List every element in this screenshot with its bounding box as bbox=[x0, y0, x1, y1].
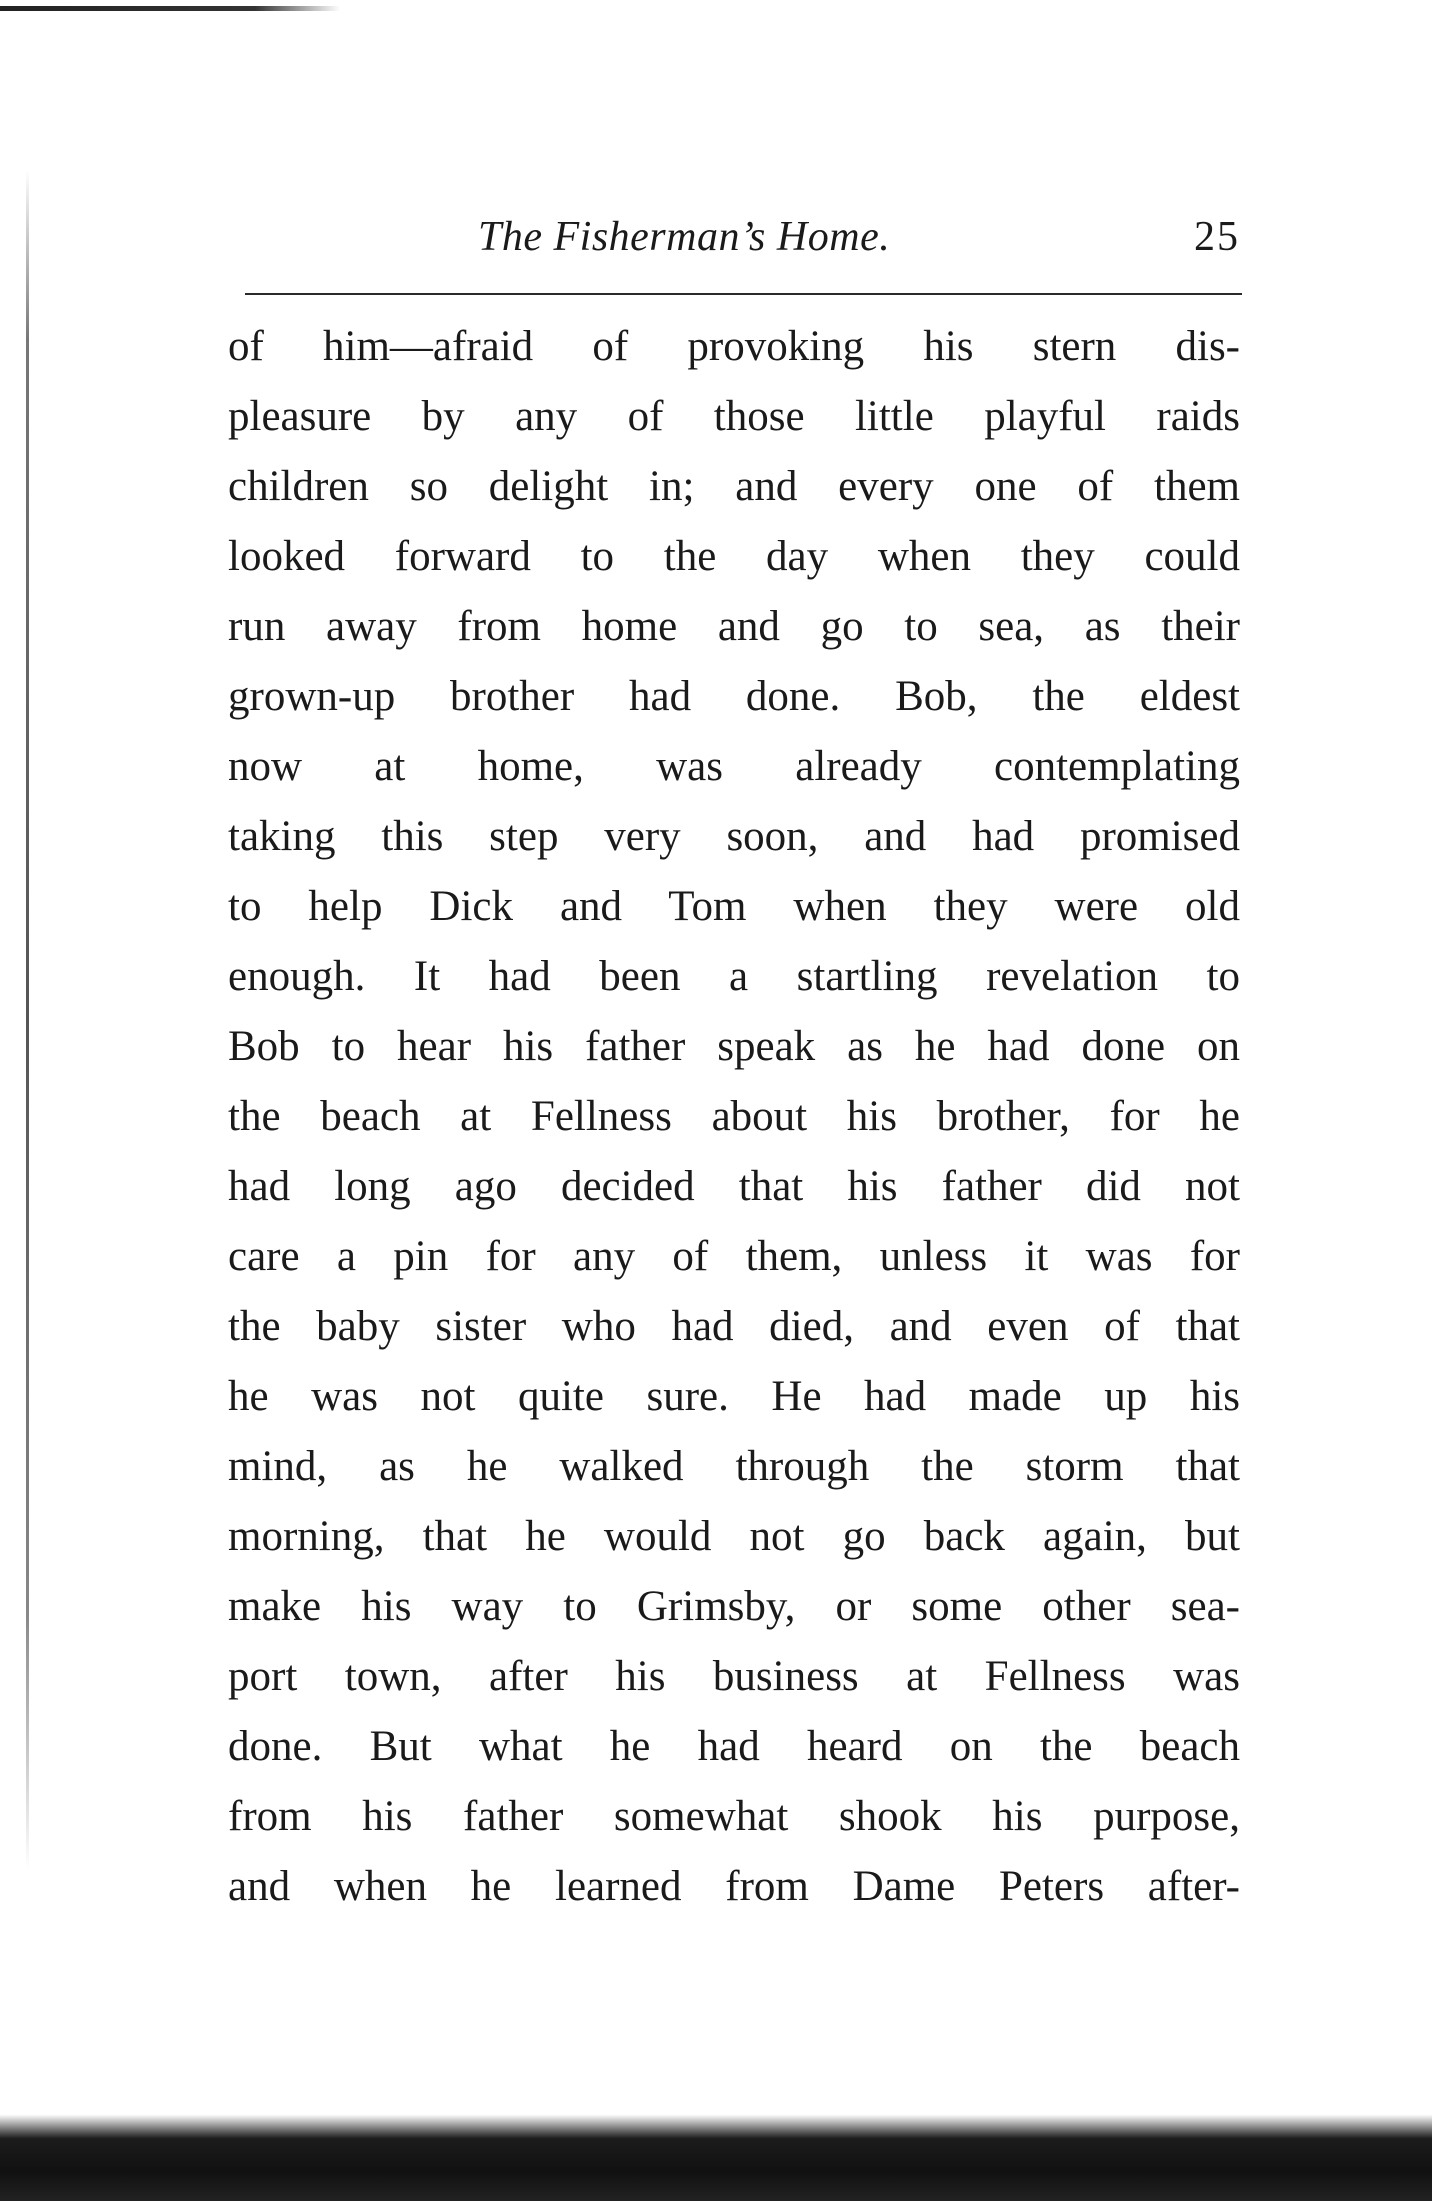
body-text bbox=[228, 312, 1240, 1922]
text-line: run away from home and go to sea, as their bbox=[228, 603, 1240, 650]
text-line: the beach at Fellness about his brother, for he bbox=[228, 1093, 1240, 1140]
running-title: The Fisherman’s Home. bbox=[478, 214, 891, 260]
header-rule bbox=[245, 293, 1242, 295]
text-line: taking this step very soon, and had promised bbox=[228, 813, 1240, 860]
text-line: children so delight in; and every one of them bbox=[228, 463, 1240, 510]
text-line: now at home, was already contemplating bbox=[228, 743, 1240, 790]
text-line: morning, that he would not go back again, but bbox=[228, 1513, 1240, 1560]
text-line: and when he learned from Dame Peters after- bbox=[228, 1863, 1240, 1910]
text-line: mind, as he walked through the storm that bbox=[228, 1443, 1240, 1490]
text-line: to help Dick and Tom when they were old bbox=[228, 883, 1240, 930]
text-line: had long ago decided that his father did not bbox=[228, 1163, 1240, 1210]
left-edge-shadow bbox=[26, 170, 29, 1870]
text-line: make his way to Grimsby, or some other sea- bbox=[228, 1583, 1240, 1630]
text-line: Bob to hear his father speak as he had done on bbox=[228, 1023, 1240, 1070]
text-line: care a pin for any of them, unless it was for bbox=[228, 1233, 1240, 1280]
text-line: from his father somewhat shook his purpose, bbox=[228, 1793, 1240, 1840]
text-line: he was not quite sure. He had made up his bbox=[228, 1373, 1240, 1420]
text-line: done. But what he had heard on the beach bbox=[228, 1723, 1240, 1770]
text-line: pleasure by any of those little playful raids bbox=[228, 393, 1240, 440]
page-header bbox=[230, 213, 1240, 269]
bottom-edge-band bbox=[0, 2105, 1432, 2201]
top-edge-rule bbox=[0, 6, 340, 11]
text-line: port town, after his business at Fellness was bbox=[228, 1653, 1240, 1700]
text-line: of him—afraid of provoking his stern dis- bbox=[228, 323, 1240, 370]
text-line: enough. It had been a startling revelation to bbox=[228, 953, 1240, 1000]
text-line: grown-up brother had done. Bob, the eldest bbox=[228, 673, 1240, 720]
page-number: 25 bbox=[1194, 214, 1240, 260]
text-line: looked forward to the day when they could bbox=[228, 533, 1240, 580]
text-line: the baby sister who had died, and even of that bbox=[228, 1303, 1240, 1350]
